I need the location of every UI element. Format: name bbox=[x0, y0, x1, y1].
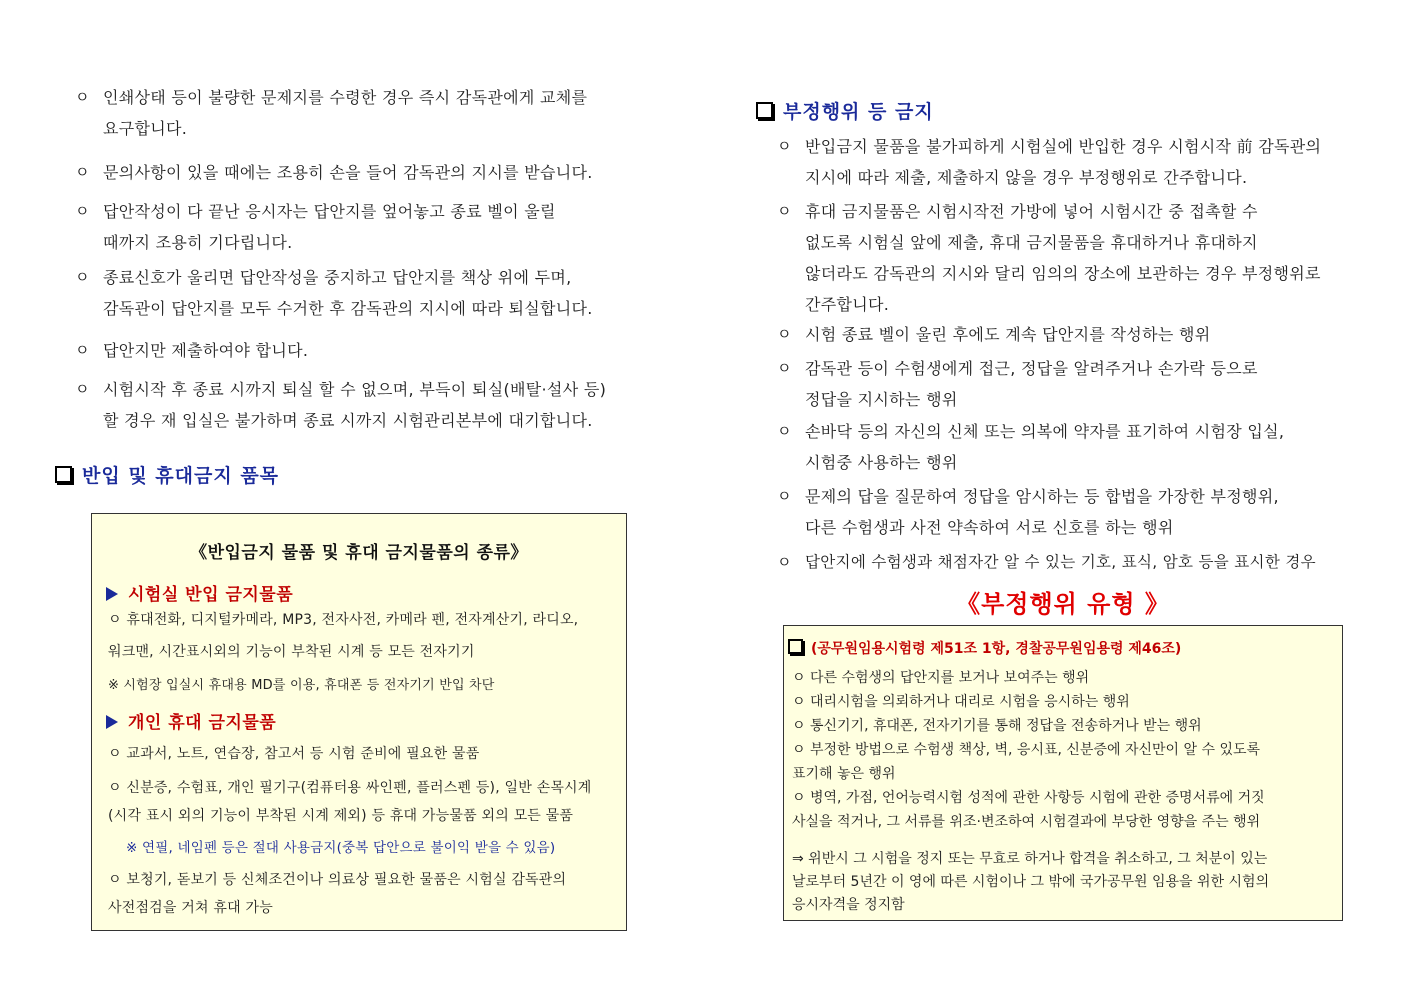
bullet-icon: ㅇ bbox=[777, 202, 792, 220]
section-heading: 반입 및 휴대금지 품목 bbox=[55, 461, 279, 488]
bullet-icon: ㅇ bbox=[75, 341, 90, 359]
penalty-conclusion: ⇒ 위반시 그 시험을 정지 또는 무효로 하거나 합격을 취소하고, 그 처분이 있는 날로부터 5년간 이 영에 따른 시험이나 그 밖에 국가공무원 임용을 위한 시험의 응시자격을 정지함 bbox=[792, 851, 1270, 913]
bullet-icon: ㅇ bbox=[75, 268, 90, 286]
violation-list: ㅇ 다른 수험생의 답안지를 보거나 보여주는 행위 ㅇ 대리시험을 의뢰하거나 대리로 시험을 응시하는 행위 ㅇ 통신기기, 휴대폰, 전자기기를 통해 정답을 전송하거나 받는 행위 ㅇ 부정한 방법으로 수험생 책상, 벽, 응시표, 신분증에 자신만이 알 수 있도록 표기해 놓은 행위 ㅇ 병역, 가점, 언어능력시험 성적에 관한 사항등 시험에 관한 증명서류에 거짓 사실을 적거나, 그 서류를 위조·변조하여 시험결과에 부당한 영향을 주는 행위 bbox=[792, 670, 1265, 830]
bullet-icon: ㅇ bbox=[75, 163, 90, 181]
sub2-list: ㅇ 교과서, 노트, 연습장, 참고서 등 시험 준비에 필요한 물품 ㅇ 신분증, 수험표, 개인 필기구(컴퓨터용 싸인펜, 플러스펜 등), 일반 손목시계 (시각 표시 외의 기능이 부착된 시계 제외) 등 휴대 가능물품 외의 모든 물품 ※ 연필, 네임펜 등은 절대 사용금지(중복 답안으로 불이익 받을 수 있음) ㅇ 보청기, 돋보기 등 신체조건이나 의료상 필요한 물품은 시험실 감독관의 사전점검을 거쳐 휴대 가능 bbox=[108, 740, 618, 922]
bullet-icon: ㅇ bbox=[777, 422, 792, 440]
bullet-icon: ㅇ bbox=[75, 380, 90, 398]
box-title: 《반입금지 물품 및 휴대 금지물품의 종류》 bbox=[190, 543, 528, 563]
checkbox-square-icon bbox=[55, 466, 72, 483]
pencil-warning: ※ 연필, 네임펜 등은 절대 사용금지(중복 답안으로 불이익 받을 수 있음) bbox=[126, 840, 556, 856]
bullet-icon: ㅇ bbox=[75, 202, 90, 220]
bullet-icon: ㅇ bbox=[777, 359, 792, 377]
bullet-icon: ㅇ bbox=[777, 553, 792, 571]
prohibited-items-box bbox=[91, 513, 627, 931]
law-reference: (공무원임용시험령 제51조 1항, 경찰공무원임용령 제46조) bbox=[788, 638, 1181, 658]
subheading-personal: 개인 휴대 금지물품 bbox=[106, 708, 276, 733]
section-heading: 부정행위 등 금지 bbox=[756, 97, 934, 124]
bullet-icon: ㅇ bbox=[777, 487, 792, 505]
triangle-icon bbox=[106, 715, 118, 729]
checkbox-square-icon bbox=[788, 639, 803, 654]
subheading-exam-room: 시험실 반입 금지물품 bbox=[106, 580, 293, 605]
violation-types-box bbox=[783, 625, 1343, 921]
sub1-list: ㅇ 휴대전화, 디지털카메라, MP3, 전자사전, 카메라 펜, 전자계산기, 라디오, 워크맨, 시간표시외의 기능이 부착된 시계 등 모든 전자기기 ※ 시험장 입실시 휴대용 MD를 이용, 휴대폰 등 전자기기 반입 차단 bbox=[108, 612, 579, 693]
bullet-icon: ㅇ bbox=[777, 137, 792, 155]
bullet-icon: ㅇ bbox=[75, 88, 90, 106]
violation-types-title: 《부정행위 유형 》 bbox=[956, 590, 1170, 618]
bullet-icon: ㅇ bbox=[777, 325, 792, 343]
triangle-icon bbox=[106, 587, 118, 601]
checkbox-square-icon bbox=[756, 102, 773, 119]
